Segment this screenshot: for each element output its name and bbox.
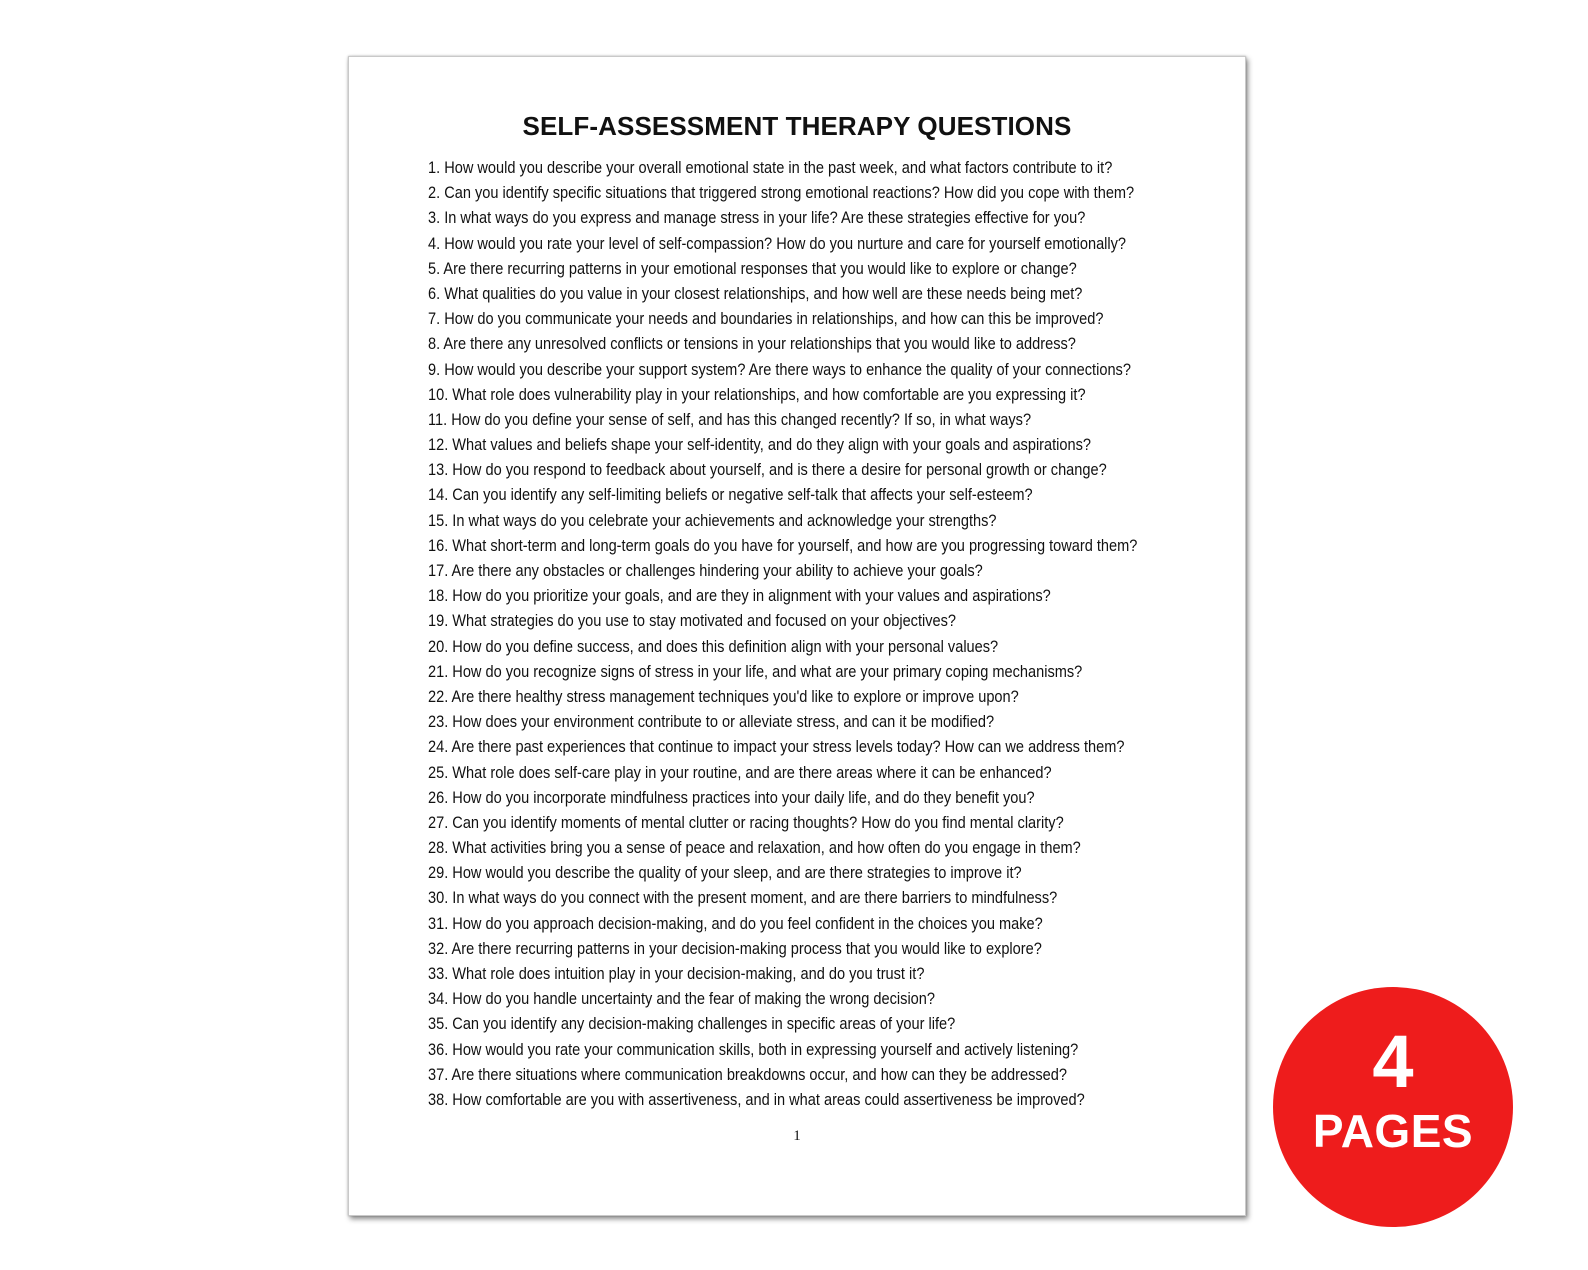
question-item: 7. How do you communicate your needs and boundaries in relationships, and how can this be improved? <box>428 310 1104 329</box>
question-item: 13. How do you respond to feedback about yourself, and is there a desire for personal growth or change? <box>428 461 1107 480</box>
question-item: 19. What strategies do you use to stay motivated and focused on your objectives? <box>428 612 957 631</box>
question-item: 26. How do you incorporate mindfulness practices into your daily life, and do they benefit you? <box>428 788 1035 807</box>
question-item: 35. Can you identify any decision-making challenges in specific areas of your life? <box>428 1015 956 1034</box>
question-item: 33. What role does intuition play in your decision-making, and do you trust it? <box>428 965 925 983</box>
question-item: 38. How comfortable are you with assertiveness, and in what areas could assertiveness be improved? <box>428 1090 1085 1109</box>
question-item: 20. How do you define success, and does this definition align with your personal values? <box>428 637 999 656</box>
question-item: 17. Are there any obstacles or challenges hindering your ability to achieve your goals? <box>428 562 983 580</box>
question-item: 23. How does your environment contribute to or alleviate stress, and can it be modified? <box>428 713 995 732</box>
question-item: 10. What role does vulnerability play in your relationships, and how comfortable are you expressing it? <box>428 385 1086 404</box>
document-title: SELF-ASSESSMENT THERAPY QUESTIONS <box>522 111 1072 141</box>
question-item: 5. Are there recurring patterns in your emotional responses that you would like to explore or change? <box>428 259 1077 278</box>
question-item: 3. In what ways do you express and manage stress in your life? Are these strategies effective for you? <box>428 209 1086 228</box>
question-item: 1. How would you describe your overall emotional state in the past week, and what factors contribute to it? <box>428 159 1113 177</box>
question-item: 2. Can you identify specific situations that triggered strong emotional reactions? How did you cope with them? <box>428 184 1135 203</box>
question-item: 34. How do you handle uncertainty and the fear of making the wrong decision? <box>428 990 935 1009</box>
question-item: 29. How would you describe the quality of your sleep, and are there strategies to improve it? <box>428 864 1022 883</box>
question-item: 12. What values and beliefs shape your self-identity, and do they align with your goals and aspirations? <box>428 436 1092 455</box>
question-item: 21. How do you recognize signs of stress in your life, and what are your primary coping mechanisms? <box>428 662 1083 681</box>
document-page <box>348 56 1246 1216</box>
question-item: 32. Are there recurring patterns in your decision-making process that you would like to explore? <box>428 939 1042 958</box>
question-item: 11. How do you define your sense of self, and has this changed recently? If so, in what ways? <box>428 410 1032 429</box>
question-item: 25. What role does self-care play in your routine, and are there areas where it can be enhanced? <box>428 763 1052 782</box>
question-item: 6. What qualities do you value in your closest relationships, and how well are these needs being met? <box>428 284 1083 303</box>
question-item: 8. Are there any unresolved conflicts or tensions in your relationships that you would like to address? <box>428 335 1076 354</box>
question-item: 36. How would you rate your communication skills, both in expressing yourself and actively listening? <box>428 1040 1079 1059</box>
question-item: 30. In what ways do you connect with the present moment, and are there barriers to mindfulness? <box>428 889 1058 908</box>
question-item: 15. In what ways do you celebrate your achievements and acknowledge your strengths? <box>428 511 997 530</box>
badge-label: PAGES <box>1312 1105 1474 1157</box>
question-list <box>428 156 1216 1113</box>
badge-number: 4 <box>1372 1020 1414 1103</box>
page-count-badge <box>1273 987 1513 1227</box>
question-item: 24. Are there past experiences that continue to impact your stress levels today? How can we address them? <box>428 738 1125 757</box>
question-item: 37. Are there situations where communication breakdowns occur, and how can they be addressed? <box>428 1065 1067 1084</box>
page-number: 1 <box>793 1128 801 1144</box>
question-item: 14. Can you identify any self-limiting beliefs or negative self-talk that affects your self-esteem? <box>428 486 1033 505</box>
question-item: 4. How would you rate your level of self-compassion? How do you nurture and care for yourself emotionally? <box>428 234 1127 253</box>
question-item: 28. What activities bring you a sense of peace and relaxation, and how often do you engage in them? <box>428 839 1081 858</box>
question-item: 9. How would you describe your support system? Are there ways to enhance the quality of your connections? <box>428 360 1131 379</box>
question-item: 16. What short-term and long-term goals do you have for yourself, and how are you progressing toward them? <box>428 536 1138 555</box>
question-item: 31. How do you approach decision-making, and do you feel confident in the choices you make? <box>428 914 1043 933</box>
question-item: 27. Can you identify moments of mental clutter or racing thoughts? How do you find mental clarity? <box>428 813 1064 832</box>
question-item: 22. Are there healthy stress management techniques you'd like to explore or improve upon? <box>428 687 1019 706</box>
question-item: 18. How do you prioritize your goals, and are they in alignment with your values and aspirations? <box>428 587 1051 606</box>
